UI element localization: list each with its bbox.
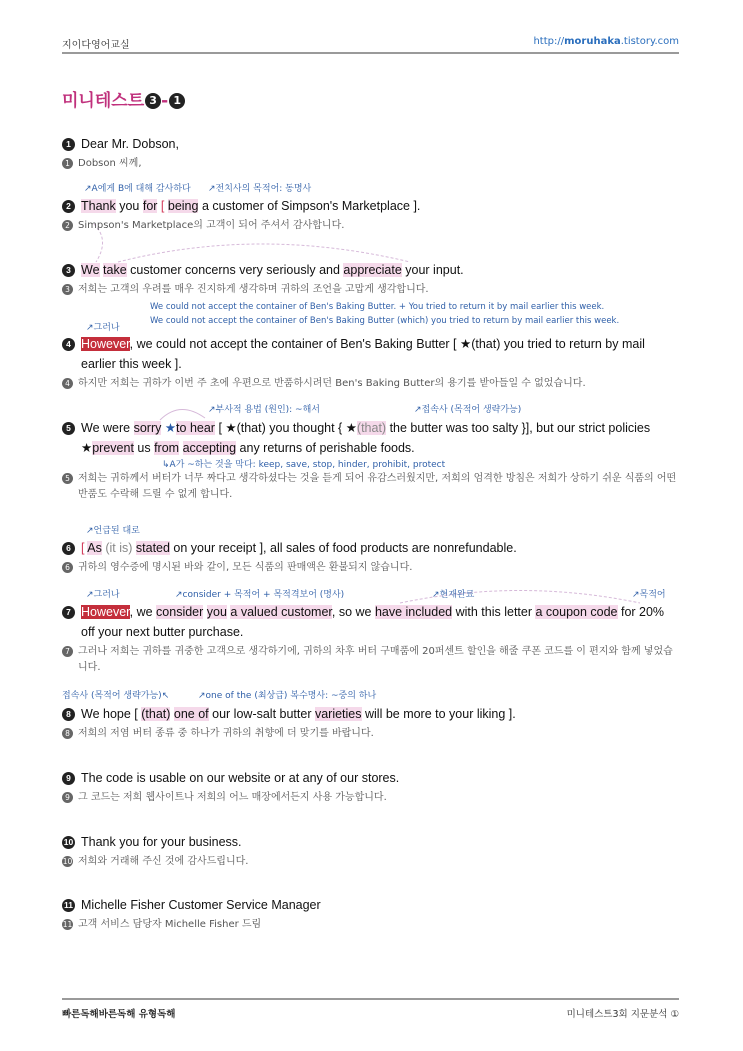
note-conjunction: ↗접속사 (목적어 생략가능) xyxy=(414,405,522,415)
sentence-number: 7 xyxy=(62,606,75,619)
url-prefix: http:// xyxy=(533,36,565,47)
sentence-10 xyxy=(62,832,680,870)
sentence-number: 1 xyxy=(62,138,75,151)
korean-translation: 그러나 저희는 귀하를 귀중한 고객으로 생각하기에, 귀하의 차후 버터 구매품에 20퍼센트 할인을 해줄 쿠폰 코드를 이 편지와 함께 넣었습니다. xyxy=(78,646,673,673)
korean-translation: 저희는 귀하께서 버터가 너무 짜다고 생각하셨다는 것을 듣게 되어 유감스러웠지만, 저희의 엄격한 방침은 저희가 상하기 쉬운 식품의 어떤 반품도 수락해 드릴 수 없게 합니다. xyxy=(78,473,677,500)
korean-translation: Simpson's Marketplace의 고객이 되어 주셔서 감사합니다. xyxy=(78,220,345,231)
translation-number: 4 xyxy=(62,378,73,389)
note-thank-for: ↗A에게 B에 대해 감사하다 xyxy=(84,184,191,194)
note-two-sentences: We could not accept the container of Ben's Baking Butter. + You tried to return it by mail earlier this week. xyxy=(150,302,605,312)
note-relative-clause: We could not accept the container of Ben's Baking Butter (which) you tried to return by mail earlier this week. xyxy=(150,316,620,326)
sentence-number: 11 xyxy=(64,900,73,910)
sentence-number: 5 xyxy=(62,422,75,435)
title-number-2: 1 xyxy=(169,93,185,109)
sentence-9 xyxy=(62,768,680,806)
korean-translation: 저희는 고객의 우려를 매우 진지하게 생각하며 귀하의 조언을 고맙게 생각합니다. xyxy=(78,284,429,295)
note-one-of: ↗one of the (최상급) 복수명사: ~중의 하나 xyxy=(198,691,377,701)
translation-number: 8 xyxy=(62,728,73,739)
translation-number: 10 xyxy=(62,857,73,866)
url-bold: moruhaka xyxy=(564,36,621,47)
header-brand: 지이다영어교실 xyxy=(62,40,130,51)
note-consider: ↗consider + 목적어 + 목적격보어 (명사) xyxy=(175,590,345,600)
translation-number: 6 xyxy=(62,562,73,573)
sentence-6: 6 [ As (it is) stated on your receipt ], all sales of food products are nonrefundable. 6 귀하의 영수증에 명시된 바와 같이, 모든 식품의 판매액은 환불되지 않습니다. xyxy=(62,538,680,576)
translation-number: 5 xyxy=(62,473,73,484)
translation-number: 1 xyxy=(62,158,73,169)
sentence-11 xyxy=(62,895,680,933)
korean-translation: 귀하의 영수증에 명시된 바와 같이, 모든 식품의 판매액은 환불되지 않습니다. xyxy=(78,562,413,573)
sentence-3: 3 We take customer concerns very seriously and appreciate your input. 3 저희는 고객의 우려를 매우 진지하게 생각하며 귀하의 조언을 고맙게 생각합니다. xyxy=(62,260,680,298)
sentence-number: 3 xyxy=(62,264,75,277)
sentence-number: 6 xyxy=(62,542,75,555)
note-object: ↗목적어 xyxy=(632,590,666,600)
sentence-number: 9 xyxy=(62,772,75,785)
translation-number: 3 xyxy=(62,284,73,295)
korean-translation: 저희의 저염 버터 종류 중 하나가 귀하의 취향에 더 맞기를 바랍니다. xyxy=(78,728,374,739)
note-gerund: ↗전치사의 목적어: 동명사 xyxy=(208,184,312,194)
note-present-perfect: ↗현재완료 xyxy=(432,590,475,600)
english-text: The code is usable on our website or at any of our stores. xyxy=(81,771,400,785)
translation-number: 9 xyxy=(62,792,73,803)
title-text: 미니테스트 xyxy=(62,91,145,111)
note-adverbial: ↗부사적 용법 (원인): ~해서 xyxy=(208,405,320,415)
note-prevent: ↳A가 ~하는 것을 막다: keep, save, stop, hinder, prohibit, protect xyxy=(162,460,446,470)
translation-number: 11 xyxy=(62,920,73,929)
sentence-2: 2 Thank you for [ being a customer of Simpson's Marketplace ]. 2 Simpson's Marketplace의 고객이 되어 주셔서 감사합니다. xyxy=(62,196,680,234)
korean-translation: Dobson 씨께, xyxy=(78,158,142,169)
english-text: Thank you for your business. xyxy=(81,835,242,849)
english-text: Dear Mr. Dobson, xyxy=(81,137,179,151)
sentence-5: 5 We were sorry ★to hear [ ★(that) you thought { ★(that) the butter was too salty }], but our strict policies ★prevent us from accepting any returns of perishable foods. ↳A가 ~하는 것을 막다: keep, save, stop, hinder, prohibit, protect 5 저희는 귀하께서 버터가 너무 짜다고 생각하셨다는 것을 듣게 되어 유감스러웠지만, 저희의 엄격한 방침은 저희가 상하기 쉬운 식품의 어떤 반품도 수락해 드릴 수 없게 합니다. xyxy=(62,418,680,503)
korean-translation: 하지만 저희는 귀하가 이번 주 초에 우편으로 반품하시려던 Ben's Baking Butter의 용기를 받아들일 수 없었습니다. xyxy=(78,378,586,389)
sentence-number: 8 xyxy=(62,708,75,721)
translation-number: 7 xyxy=(62,646,73,657)
title-separator: - xyxy=(161,91,169,111)
url-suffix: .tistory.com xyxy=(620,36,679,47)
sentence-number: 10 xyxy=(63,837,74,847)
sentence-number: 4 xyxy=(62,338,75,351)
note-however-2: ↗그러나 xyxy=(86,590,120,600)
korean-translation: 저희와 거래해 주신 것에 감사드립니다. xyxy=(78,856,249,867)
korean-translation: 고객 서비스 담당자 Michelle Fisher 드림 xyxy=(78,919,262,930)
note-conjunction-2: 접속사 (목적어 생략가능)↖ xyxy=(62,691,170,701)
sentence-7: 7 However, we consider you a valued customer, so we have included with this letter a coupon code for 20% off your next butter purchase. 7 그러나 저희는 귀하를 귀중한 고객으로 생각하기에, 귀하의 차후 버터 구매품에 20퍼센트 할인을 해줄 쿠폰 코드를 이 편지와 함께 넣었습니다. xyxy=(62,602,680,676)
translation-number: 2 xyxy=(62,220,73,231)
english-text: Michelle Fisher Customer Service Manager xyxy=(81,898,321,912)
sentence-1 xyxy=(62,134,680,172)
title-number-1: 3 xyxy=(145,93,161,109)
sentence-4: 4 However, we could not accept the container of Ben's Baking Butter [ ★(that) you tried to return by mail earlier this week ]. 4 하지만 저희는 귀하가 이번 주 초에 우편으로 반품하시려던 Ben's Baking Butter의 용기를 받아들일 수 없었습니다. xyxy=(62,334,680,392)
footer-rule xyxy=(62,998,679,1000)
footer-page-label: 미니테스트3회 지문분석 ① xyxy=(566,1009,679,1020)
sentence-number: 2 xyxy=(62,200,75,213)
korean-translation: 그 코드는 저희 웹사이트나 저희의 어느 매장에서든지 사용 가능합니다. xyxy=(78,792,387,803)
note-as-stated: ↗언급된 대로 xyxy=(86,526,140,536)
sentence-8: 8 We hope [ (that) one of our low-salt butter varieties will be more to your liking ]. 8 저희의 저염 버터 종류 중 하나가 귀하의 취향에 더 맞기를 바랍니다. xyxy=(62,704,680,742)
note-however: ↗그러나 xyxy=(86,323,120,333)
footer-book-title: 빠른독해바른독해 유형독해 xyxy=(62,1009,176,1020)
